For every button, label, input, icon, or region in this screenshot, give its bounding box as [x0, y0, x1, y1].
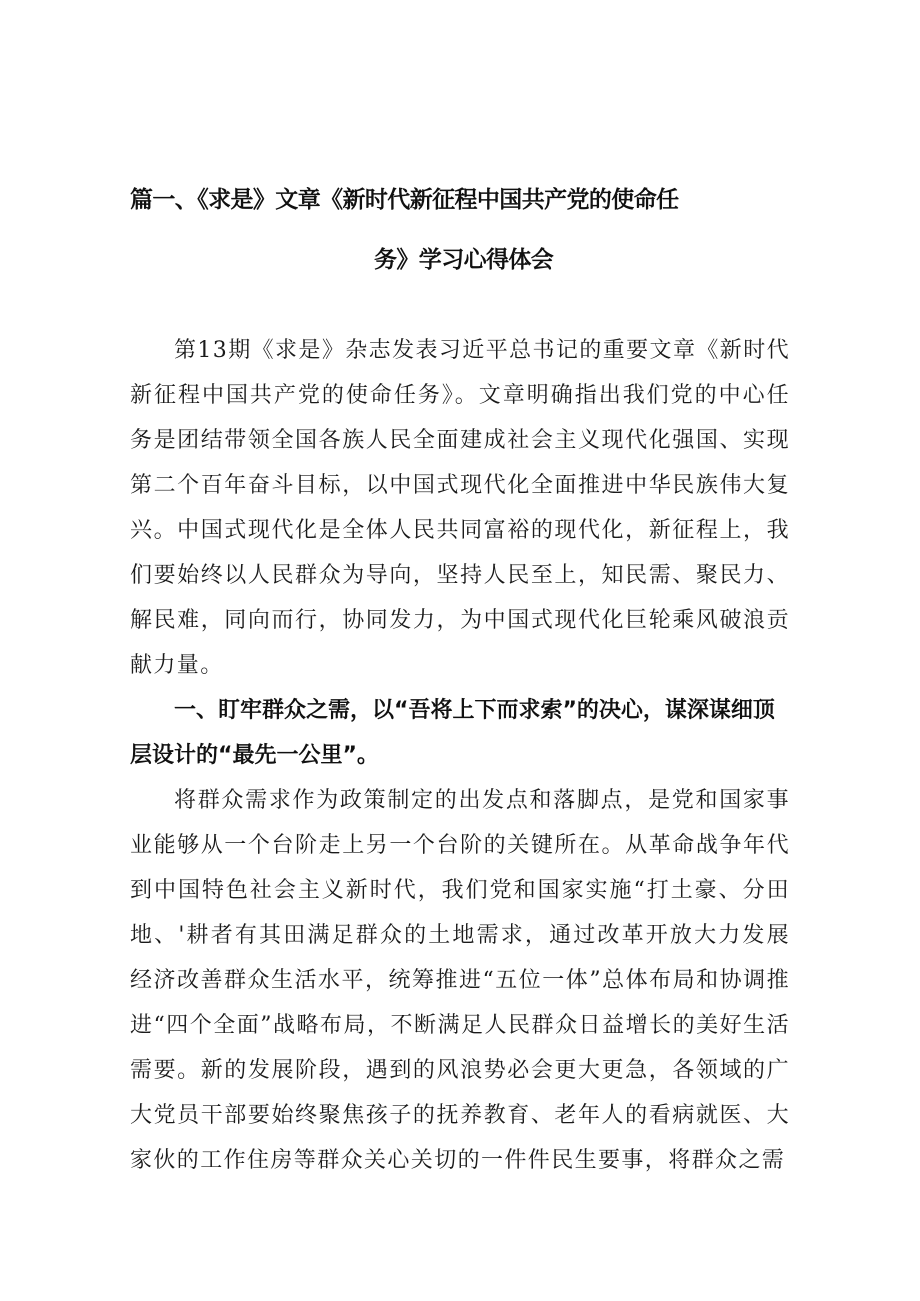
paragraph-section-1: 将群众需求作为政策制定的出发点和落脚点，是党和国家事业能够从一个台阶走上另一个台阶的关键所在。从革命战争年代到中国特色社会主义新时代，我们党和国家实施“打土豪、分田地、'耕者有其田满足群众的土地需求，通过改革开放大力发展经济改善群众生活水平，统筹推进“五位一体”总体布局和协调推进“四个全面”战略布局，不断满足人民群众日益增长的美好生活需要。新的发展阶段，遇到的风浪势必会更大更急，各领域的广大党员干部要始终聚焦孩子的抚养教育、老年人的看病就医、大家伙的工作住房等群众关心关切的一件件民生要事，将群众之需: [130, 788, 790, 1173]
paragraph-intro: 第13期《求是》杂志发表习近平总书记的重要文章《新时代新征程中国共产党的使命任务》。文章明确指出我们党的中心任务是团结带领全国各族人民全面建成社会主义现代化强国、实现第二个百年奋斗目标，以中国式现代化全面推进中华民族伟大复兴。中国式现代化是全体人民共同富裕的现代化，新征程上，我们要始终以人民群众为导向，坚持人民至上，知民需、聚民力、解民难，同向而行，协同发力，为中国式现代化巨轮乘风破浪贡献力量。: [130, 338, 790, 678]
document-body: [130, 328, 790, 1183]
document-title-line-1: 篇一、《求是》文章《新时代新征程中国共产党的使命任: [130, 187, 679, 213]
section-heading-1: 一、盯牢群众之需，以“吾将上下而求索”的决心，谋深谋细顶层设计的“最先一公里”。: [130, 698, 775, 768]
document-title-line-2: 务》学习心得体会: [374, 247, 554, 273]
